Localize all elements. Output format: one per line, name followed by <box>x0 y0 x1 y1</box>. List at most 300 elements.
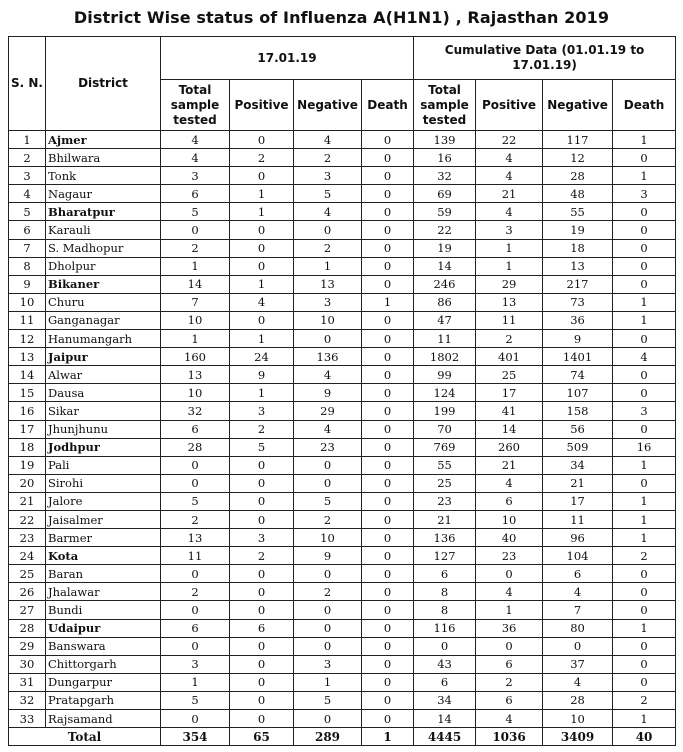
cell-daily-death: 0 <box>362 619 414 637</box>
cell-cumulative-positive: 25 <box>476 366 543 384</box>
cell-district: Bundi <box>46 601 161 619</box>
cell-sn: 27 <box>9 601 46 619</box>
cell-cumulative-positive: 10 <box>476 510 543 528</box>
cell-cumulative-tested: 32 <box>414 167 476 185</box>
cell-sn: 19 <box>9 456 46 474</box>
cell-sn: 33 <box>9 710 46 728</box>
cell-daily-positive: 0 <box>230 565 294 583</box>
cell-daily-death: 0 <box>362 601 414 619</box>
header-cumulative-death: Death <box>613 80 676 131</box>
cell-district: Sirohi <box>46 474 161 492</box>
cell-daily-negative: 0 <box>294 330 362 348</box>
cell-daily-death: 0 <box>362 529 414 547</box>
cell-cumulative-negative: 28 <box>543 691 613 709</box>
cell-daily-tested: 3 <box>161 167 230 185</box>
cell-sn: 23 <box>9 529 46 547</box>
cell-sn: 25 <box>9 565 46 583</box>
cell-cumulative-negative: 36 <box>543 311 613 329</box>
header-daily-death: Death <box>362 80 414 131</box>
cell-daily-tested: 5 <box>161 492 230 510</box>
cell-daily-death: 0 <box>362 348 414 366</box>
cell-cumulative-death: 0 <box>613 583 676 601</box>
cell-daily-negative: 9 <box>294 547 362 565</box>
cell-cumulative-positive: 1 <box>476 239 543 257</box>
table-row <box>9 384 676 402</box>
cell-district: Churu <box>46 293 161 311</box>
cell-sn: 8 <box>9 257 46 275</box>
cell-cumulative-negative: 56 <box>543 420 613 438</box>
cell-cumulative-tested: 14 <box>414 257 476 275</box>
cell-daily-negative: 23 <box>294 438 362 456</box>
cell-daily-positive: 0 <box>230 510 294 528</box>
table-row <box>9 366 676 384</box>
cell-daily-tested: 6 <box>161 185 230 203</box>
cell-sn: 11 <box>9 311 46 329</box>
cell-daily-tested: 4 <box>161 149 230 167</box>
cell-cumulative-tested: 769 <box>414 438 476 456</box>
cell-district: Bikaner <box>46 275 161 293</box>
cell-district: S. Madhopur <box>46 239 161 257</box>
cell-cumulative-tested: 55 <box>414 456 476 474</box>
cell-cumulative-positive: 4 <box>476 474 543 492</box>
cell-district: Nagaur <box>46 185 161 203</box>
total-daily-death: 1 <box>362 728 414 746</box>
cell-district: Kota <box>46 547 161 565</box>
cell-daily-positive: 2 <box>230 420 294 438</box>
cell-daily-negative: 0 <box>294 456 362 474</box>
cell-sn: 30 <box>9 655 46 673</box>
cell-district: Ajmer <box>46 131 161 149</box>
table-row <box>9 420 676 438</box>
cell-daily-death: 0 <box>362 402 414 420</box>
cell-cumulative-positive: 2 <box>476 673 543 691</box>
cell-cumulative-positive: 0 <box>476 565 543 583</box>
table-row <box>9 637 676 655</box>
cell-daily-tested: 14 <box>161 275 230 293</box>
cell-daily-death: 0 <box>362 565 414 583</box>
cell-cumulative-positive: 14 <box>476 420 543 438</box>
cell-cumulative-positive: 13 <box>476 293 543 311</box>
cell-daily-death: 0 <box>362 149 414 167</box>
table-row <box>9 221 676 239</box>
cell-daily-positive: 0 <box>230 257 294 275</box>
cell-cumulative-positive: 6 <box>476 691 543 709</box>
cell-cumulative-negative: 11 <box>543 510 613 528</box>
cell-daily-death: 0 <box>362 131 414 149</box>
cell-daily-death: 0 <box>362 691 414 709</box>
cell-district: Sikar <box>46 402 161 420</box>
cell-daily-death: 0 <box>362 203 414 221</box>
cell-sn: 28 <box>9 619 46 637</box>
table-row <box>9 529 676 547</box>
cell-daily-positive: 9 <box>230 366 294 384</box>
cell-district: Udaipur <box>46 619 161 637</box>
total-daily-tested: 354 <box>161 728 230 746</box>
cell-cumulative-positive: 0 <box>476 637 543 655</box>
cell-cumulative-positive: 260 <box>476 438 543 456</box>
cell-cumulative-death: 16 <box>613 438 676 456</box>
cell-cumulative-tested: 14 <box>414 710 476 728</box>
cell-cumulative-tested: 23 <box>414 492 476 510</box>
cell-daily-negative: 0 <box>294 710 362 728</box>
cell-cumulative-positive: 401 <box>476 348 543 366</box>
table-row <box>9 275 676 293</box>
cell-cumulative-death: 4 <box>613 348 676 366</box>
cell-daily-tested: 6 <box>161 420 230 438</box>
cell-daily-negative: 136 <box>294 348 362 366</box>
cell-sn: 2 <box>9 149 46 167</box>
header-sn: S. N. <box>9 37 46 131</box>
cell-daily-tested: 10 <box>161 384 230 402</box>
cell-daily-negative: 10 <box>294 529 362 547</box>
cell-cumulative-death: 2 <box>613 547 676 565</box>
cell-cumulative-negative: 34 <box>543 456 613 474</box>
cell-daily-negative: 4 <box>294 131 362 149</box>
cell-sn: 24 <box>9 547 46 565</box>
cell-daily-positive: 0 <box>230 637 294 655</box>
cell-daily-positive: 2 <box>230 547 294 565</box>
cell-cumulative-tested: 8 <box>414 601 476 619</box>
cell-cumulative-negative: 1401 <box>543 348 613 366</box>
cell-cumulative-positive: 22 <box>476 131 543 149</box>
table-row <box>9 655 676 673</box>
cell-cumulative-death: 0 <box>613 384 676 402</box>
cell-daily-positive: 0 <box>230 221 294 239</box>
header-cumulative-total-sample-tested: Total sample tested <box>414 80 476 131</box>
cell-cumulative-positive: 4 <box>476 203 543 221</box>
cell-daily-death: 0 <box>362 366 414 384</box>
cell-daily-tested: 7 <box>161 293 230 311</box>
cell-cumulative-tested: 139 <box>414 131 476 149</box>
cell-daily-positive: 3 <box>230 529 294 547</box>
table-row <box>9 438 676 456</box>
cell-daily-death: 0 <box>362 330 414 348</box>
cell-district: Karauli <box>46 221 161 239</box>
cell-cumulative-death: 1 <box>613 311 676 329</box>
cell-cumulative-negative: 9 <box>543 330 613 348</box>
cell-cumulative-negative: 17 <box>543 492 613 510</box>
cell-cumulative-death: 0 <box>613 420 676 438</box>
cell-daily-tested: 32 <box>161 402 230 420</box>
cell-cumulative-tested: 116 <box>414 619 476 637</box>
cell-cumulative-tested: 8 <box>414 583 476 601</box>
cell-cumulative-death: 0 <box>613 149 676 167</box>
cell-cumulative-tested: 21 <box>414 510 476 528</box>
cell-cumulative-death: 0 <box>613 565 676 583</box>
cell-cumulative-negative: 117 <box>543 131 613 149</box>
cell-daily-negative: 0 <box>294 619 362 637</box>
cell-cumulative-negative: 7 <box>543 601 613 619</box>
cell-sn: 7 <box>9 239 46 257</box>
cell-daily-tested: 1 <box>161 330 230 348</box>
cell-sn: 31 <box>9 673 46 691</box>
cell-cumulative-negative: 28 <box>543 167 613 185</box>
cell-cumulative-positive: 41 <box>476 402 543 420</box>
total-cumulative-positive: 1036 <box>476 728 543 746</box>
cell-daily-negative: 5 <box>294 492 362 510</box>
cell-cumulative-death: 1 <box>613 510 676 528</box>
total-daily-negative: 289 <box>294 728 362 746</box>
cell-daily-death: 0 <box>362 673 414 691</box>
cell-district: Ganganagar <box>46 311 161 329</box>
cell-daily-death: 0 <box>362 239 414 257</box>
cell-daily-negative: 5 <box>294 185 362 203</box>
cell-cumulative-negative: 6 <box>543 565 613 583</box>
cell-cumulative-tested: 127 <box>414 547 476 565</box>
cell-cumulative-tested: 6 <box>414 565 476 583</box>
cell-daily-death: 1 <box>362 293 414 311</box>
cell-daily-death: 0 <box>362 257 414 275</box>
cell-district: Dholpur <box>46 257 161 275</box>
table-row <box>9 583 676 601</box>
cell-cumulative-tested: 0 <box>414 637 476 655</box>
table-row <box>9 492 676 510</box>
cell-daily-positive: 0 <box>230 239 294 257</box>
cell-district: Rajsamand <box>46 710 161 728</box>
cell-district: Bhilwara <box>46 149 161 167</box>
cell-cumulative-death: 0 <box>613 366 676 384</box>
cell-daily-tested: 0 <box>161 710 230 728</box>
cell-daily-positive: 1 <box>230 185 294 203</box>
cell-daily-death: 0 <box>362 420 414 438</box>
cell-daily-tested: 2 <box>161 583 230 601</box>
cell-cumulative-negative: 0 <box>543 637 613 655</box>
cell-cumulative-death: 1 <box>613 293 676 311</box>
cell-daily-death: 0 <box>362 547 414 565</box>
cell-daily-death: 0 <box>362 384 414 402</box>
cell-cumulative-tested: 11 <box>414 330 476 348</box>
cell-cumulative-tested: 22 <box>414 221 476 239</box>
total-daily-positive: 65 <box>230 728 294 746</box>
cell-cumulative-positive: 4 <box>476 583 543 601</box>
cell-daily-positive: 0 <box>230 131 294 149</box>
cell-daily-positive: 0 <box>230 601 294 619</box>
cell-daily-death: 0 <box>362 474 414 492</box>
total-label: Total <box>9 728 161 746</box>
cell-sn: 21 <box>9 492 46 510</box>
cell-daily-tested: 1 <box>161 257 230 275</box>
table-row <box>9 203 676 221</box>
cell-cumulative-positive: 4 <box>476 710 543 728</box>
cell-sn: 22 <box>9 510 46 528</box>
cell-cumulative-death: 0 <box>613 275 676 293</box>
table-row <box>9 510 676 528</box>
header-daily-total-sample-tested: Total sample tested <box>161 80 230 131</box>
table-row <box>9 710 676 728</box>
cell-daily-negative: 0 <box>294 565 362 583</box>
cell-sn: 12 <box>9 330 46 348</box>
table-row <box>9 474 676 492</box>
cell-daily-death: 0 <box>362 583 414 601</box>
cell-sn: 16 <box>9 402 46 420</box>
cell-daily-negative: 5 <box>294 691 362 709</box>
cell-daily-positive: 0 <box>230 655 294 673</box>
cell-cumulative-death: 1 <box>613 529 676 547</box>
cell-cumulative-positive: 6 <box>476 655 543 673</box>
cell-daily-tested: 4 <box>161 131 230 149</box>
cell-cumulative-death: 0 <box>613 257 676 275</box>
table-row <box>9 547 676 565</box>
cell-sn: 14 <box>9 366 46 384</box>
table-row <box>9 185 676 203</box>
cell-daily-positive: 1 <box>230 275 294 293</box>
cell-daily-death: 0 <box>362 492 414 510</box>
table-row <box>9 565 676 583</box>
cell-daily-positive: 0 <box>230 492 294 510</box>
cell-daily-positive: 2 <box>230 149 294 167</box>
district-status-table <box>8 36 676 746</box>
table-row <box>9 239 676 257</box>
cell-district: Pratapgarh <box>46 691 161 709</box>
table-row <box>9 311 676 329</box>
cell-daily-tested: 28 <box>161 438 230 456</box>
cell-cumulative-tested: 246 <box>414 275 476 293</box>
cell-district: Jaipur <box>46 348 161 366</box>
cell-daily-tested: 3 <box>161 655 230 673</box>
cell-sn: 4 <box>9 185 46 203</box>
cell-cumulative-positive: 3 <box>476 221 543 239</box>
cell-cumulative-tested: 136 <box>414 529 476 547</box>
cell-district: Jhunjhunu <box>46 420 161 438</box>
cell-daily-tested: 5 <box>161 203 230 221</box>
cell-daily-negative: 2 <box>294 583 362 601</box>
cell-daily-negative: 4 <box>294 366 362 384</box>
cell-cumulative-positive: 1 <box>476 257 543 275</box>
cell-district: Pali <box>46 456 161 474</box>
cell-district: Dausa <box>46 384 161 402</box>
table-row <box>9 131 676 149</box>
cell-cumulative-negative: 10 <box>543 710 613 728</box>
cell-cumulative-tested: 70 <box>414 420 476 438</box>
cell-daily-negative: 29 <box>294 402 362 420</box>
cell-daily-positive: 0 <box>230 456 294 474</box>
cell-cumulative-positive: 2 <box>476 330 543 348</box>
cell-district: Alwar <box>46 366 161 384</box>
cell-cumulative-negative: 21 <box>543 474 613 492</box>
table-row <box>9 673 676 691</box>
table-row <box>9 257 676 275</box>
cell-daily-tested: 0 <box>161 474 230 492</box>
cell-cumulative-tested: 59 <box>414 203 476 221</box>
table-row <box>9 330 676 348</box>
cell-district: Jodhpur <box>46 438 161 456</box>
cell-district: Barmer <box>46 529 161 547</box>
header-cumulative-group: Cumulative Data (01.01.19 to 17.01.19) <box>414 37 676 80</box>
cell-daily-negative: 2 <box>294 239 362 257</box>
cell-daily-negative: 4 <box>294 203 362 221</box>
cell-cumulative-negative: 217 <box>543 275 613 293</box>
cell-cumulative-positive: 23 <box>476 547 543 565</box>
cell-daily-death: 0 <box>362 456 414 474</box>
cell-cumulative-death: 1 <box>613 492 676 510</box>
cell-daily-negative: 0 <box>294 601 362 619</box>
cell-daily-negative: 10 <box>294 311 362 329</box>
cell-daily-negative: 1 <box>294 673 362 691</box>
cell-daily-tested: 0 <box>161 221 230 239</box>
cell-sn: 5 <box>9 203 46 221</box>
cell-cumulative-negative: 158 <box>543 402 613 420</box>
total-cumulative-tested: 4445 <box>414 728 476 746</box>
cell-cumulative-negative: 48 <box>543 185 613 203</box>
cell-cumulative-tested: 1802 <box>414 348 476 366</box>
cell-cumulative-tested: 86 <box>414 293 476 311</box>
cell-daily-positive: 1 <box>230 330 294 348</box>
cell-daily-positive: 0 <box>230 583 294 601</box>
cell-cumulative-death: 0 <box>613 221 676 239</box>
header-daily-negative: Negative <box>294 80 362 131</box>
cell-district: Dungarpur <box>46 673 161 691</box>
cell-district: Hanumangarh <box>46 330 161 348</box>
cell-daily-death: 0 <box>362 275 414 293</box>
cell-cumulative-tested: 16 <box>414 149 476 167</box>
cell-daily-positive: 0 <box>230 691 294 709</box>
cell-daily-tested: 11 <box>161 547 230 565</box>
cell-daily-negative: 0 <box>294 221 362 239</box>
cell-sn: 18 <box>9 438 46 456</box>
table-row <box>9 601 676 619</box>
cell-daily-negative: 2 <box>294 510 362 528</box>
cell-cumulative-tested: 47 <box>414 311 476 329</box>
cell-cumulative-death: 0 <box>613 474 676 492</box>
cell-cumulative-death: 0 <box>613 601 676 619</box>
cell-sn: 6 <box>9 221 46 239</box>
cell-sn: 32 <box>9 691 46 709</box>
cell-daily-death: 0 <box>362 185 414 203</box>
table-row <box>9 402 676 420</box>
cell-daily-tested: 160 <box>161 348 230 366</box>
cell-cumulative-positive: 21 <box>476 185 543 203</box>
cell-daily-positive: 4 <box>230 293 294 311</box>
cell-district: Baran <box>46 565 161 583</box>
table-row <box>9 293 676 311</box>
cell-cumulative-death: 1 <box>613 710 676 728</box>
cell-daily-negative: 3 <box>294 293 362 311</box>
cell-cumulative-positive: 1 <box>476 601 543 619</box>
table-row <box>9 149 676 167</box>
cell-daily-positive: 0 <box>230 311 294 329</box>
cell-daily-positive: 0 <box>230 710 294 728</box>
cell-cumulative-positive: 4 <box>476 149 543 167</box>
cell-daily-tested: 2 <box>161 510 230 528</box>
cell-daily-negative: 1 <box>294 257 362 275</box>
cell-daily-tested: 13 <box>161 366 230 384</box>
cell-daily-negative: 13 <box>294 275 362 293</box>
cell-cumulative-negative: 55 <box>543 203 613 221</box>
cell-cumulative-death: 1 <box>613 456 676 474</box>
header-daily-positive: Positive <box>230 80 294 131</box>
cell-sn: 10 <box>9 293 46 311</box>
cell-daily-tested: 10 <box>161 311 230 329</box>
table-row <box>9 619 676 637</box>
header-district: District <box>46 37 161 131</box>
cell-cumulative-tested: 124 <box>414 384 476 402</box>
cell-cumulative-death: 0 <box>613 655 676 673</box>
cell-cumulative-death: 0 <box>613 239 676 257</box>
cell-district: Chittorgarh <box>46 655 161 673</box>
cell-cumulative-tested: 99 <box>414 366 476 384</box>
cell-district: Banswara <box>46 637 161 655</box>
cell-sn: 26 <box>9 583 46 601</box>
cell-daily-tested: 0 <box>161 456 230 474</box>
cell-district: Jaisalmer <box>46 510 161 528</box>
cell-daily-tested: 13 <box>161 529 230 547</box>
cell-cumulative-negative: 80 <box>543 619 613 637</box>
cell-daily-death: 0 <box>362 637 414 655</box>
cell-daily-negative: 9 <box>294 384 362 402</box>
cell-sn: 3 <box>9 167 46 185</box>
cell-cumulative-death: 0 <box>613 330 676 348</box>
cell-daily-tested: 1 <box>161 673 230 691</box>
